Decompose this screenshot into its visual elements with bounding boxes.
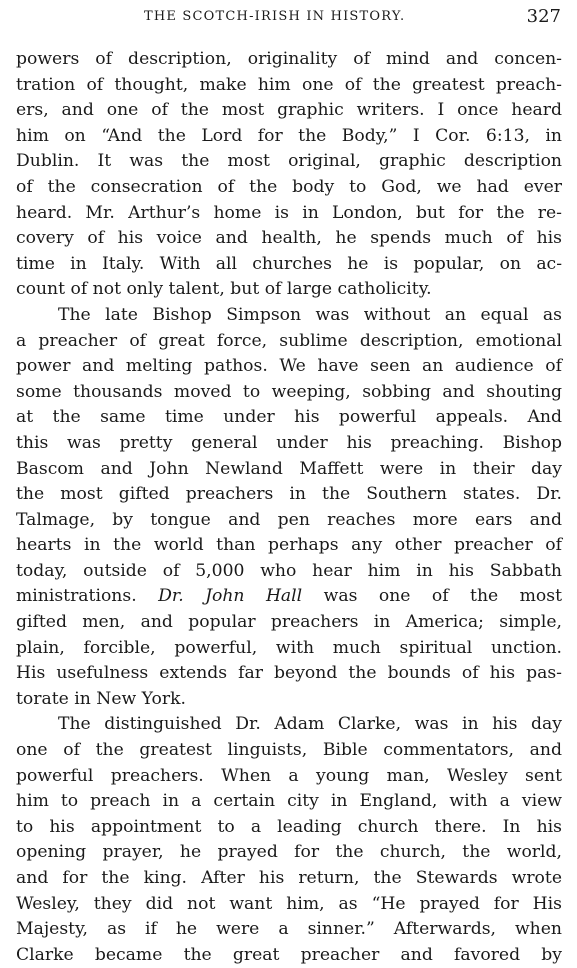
- text-line: some thousands moved to weeping, sobbing and shouting: [16, 381, 562, 402]
- paragraph-start-line: The distinguished Dr. Adam Clarke, was in his day: [58, 714, 562, 735]
- text-line: power and melting pathos. We have seen an audience of: [16, 356, 562, 377]
- text-line: the most gifted preachers in the Southern states. Dr.: [16, 484, 562, 505]
- text-line: plain, forcible, powerful, with much spiritual unction.: [16, 637, 562, 658]
- text-line: Talmage, by tongue and pen reaches more ears and: [16, 509, 562, 530]
- text-line: him on “And the Lord for the Body,” I Cor. 6:13, in: [16, 125, 562, 146]
- running-header: [0, 6, 577, 28]
- text-line: His usefulness extends far beyond the bounds of his pas-: [16, 663, 562, 684]
- text-line: time in Italy. With all churches he is popular, on ac-: [16, 253, 562, 274]
- text-line: covery of his voice and health, he spends much of his: [16, 228, 562, 249]
- text-line: of the consecration of the body to God, we had ever: [16, 176, 562, 197]
- text-line: one of the greatest linguists, Bible commentators, and: [16, 740, 562, 761]
- page-number: 327: [526, 6, 561, 27]
- text-line: heard. Mr. Arthur’s home is in London, but for the re-: [16, 202, 562, 223]
- line-post-text: was one of the most: [302, 586, 563, 607]
- text-line: tration of thought, make him one of the greatest preach-: [16, 74, 562, 95]
- text-line: a preacher of great force, sublime description, emotional: [16, 330, 562, 351]
- text-line-with-italic: [16, 584, 562, 610]
- running-title: THE SCOTCH-IRISH IN HISTORY.: [144, 9, 406, 24]
- text-line: and for the king. After his return, the Stewards wrote: [16, 868, 562, 888]
- line-pre-text: ministrations.: [16, 586, 159, 607]
- paragraph-start-line: The late Bishop Simpson was without an equal as: [58, 304, 562, 325]
- text-line: this was pretty general under his preaching. Bishop: [16, 432, 562, 453]
- text-line: ers, and one of the most graphic writers. I once heard: [16, 100, 562, 121]
- text-line: today, outside of 5,000 who hear him in his Sabbath: [16, 560, 562, 581]
- body-text: [16, 47, 562, 968]
- text-line: opening prayer, he prayed for the church, the world,: [16, 842, 562, 863]
- text-line: Bascom and John Newland Maffett were in their day: [16, 458, 562, 479]
- paragraph-end-line: torate in New York.: [16, 688, 186, 709]
- text-line: at the same time under his powerful appeals. And: [16, 407, 562, 428]
- italic-name-text: Dr. John Hall: [158, 586, 303, 607]
- text-line: Majesty, as if he were a sinner.” Afterwards, when: [16, 919, 562, 940]
- text-line: him to preach in a certain city in England, with a view: [16, 791, 562, 812]
- text-line: powerful preachers. When a young man, Wesley sent: [16, 765, 562, 786]
- text-line: powers of description, originality of mind and concen-: [16, 49, 562, 69]
- text-line: Dublin. It was the most original, graphic description: [16, 151, 562, 172]
- paragraph-end-line: count of not only talent, but of large catholicity.: [16, 279, 432, 300]
- text-line: to his appointment to a leading church there. In his: [16, 816, 562, 837]
- text-line: Wesley, they did not want him, as “He prayed for His: [16, 893, 562, 914]
- text-line: hearts in the world than perhaps any other preacher of: [16, 535, 562, 556]
- text-line: gifted men, and popular preachers in America; simple,: [16, 612, 562, 633]
- text-line: Clarke became the great preacher and favored by: [16, 944, 562, 965]
